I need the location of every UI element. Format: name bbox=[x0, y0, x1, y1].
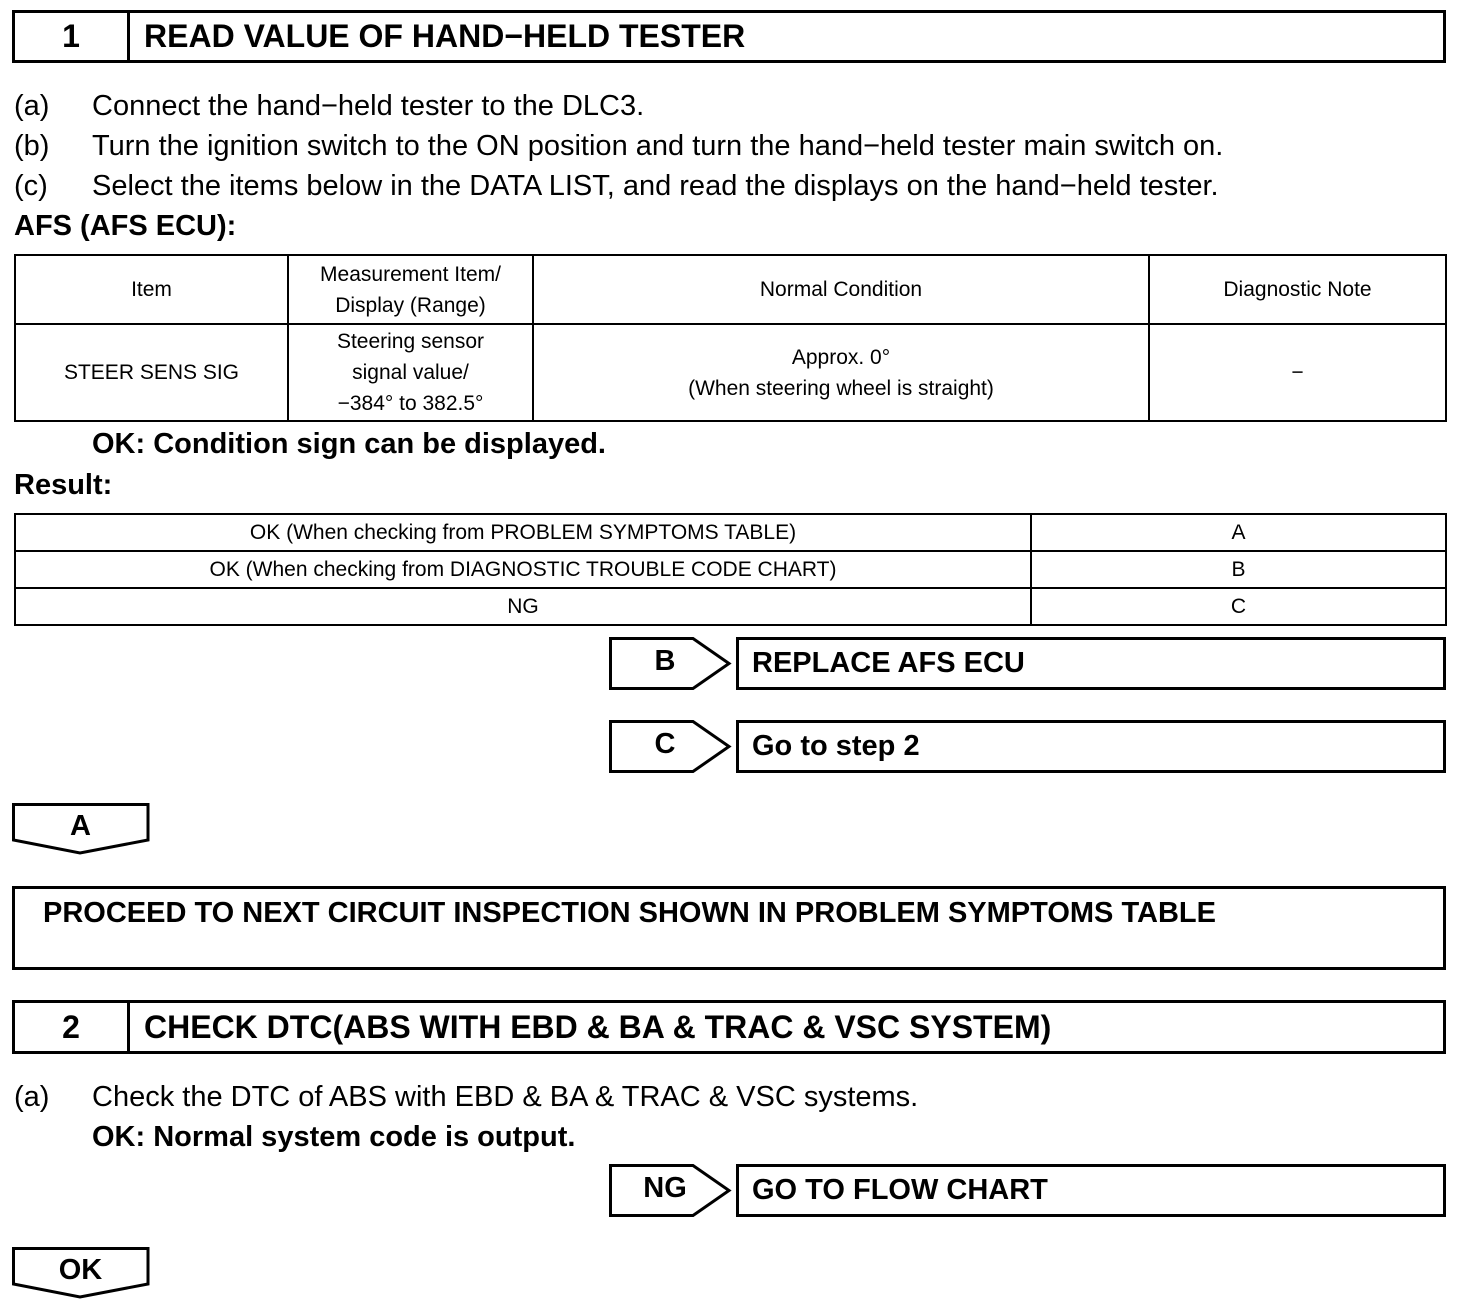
instruction-label: (a) bbox=[14, 1081, 50, 1113]
header-measurement bbox=[288, 255, 533, 324]
proceed-box bbox=[12, 886, 1446, 970]
result-condition: OK (When checking from PROBLEM SYMPTOMS TABLE) bbox=[15, 514, 1031, 551]
branch-b-action: REPLACE AFS ECU bbox=[736, 637, 1446, 690]
cell-measurement-line2: signal value/ bbox=[352, 361, 469, 384]
branch-c-label: C bbox=[654, 728, 676, 760]
step-title: READ VALUE OF HAND−HELD TESTER bbox=[144, 18, 746, 54]
instruction-c bbox=[0, 166, 1472, 206]
instruction-b bbox=[0, 126, 1472, 166]
instruction-a bbox=[0, 86, 1472, 126]
ok-normal-code: OK: Normal system code is output. bbox=[92, 1121, 576, 1153]
step2-instruction-a bbox=[0, 1077, 1472, 1117]
cell-normal-line1: Approx. 0° bbox=[791, 345, 891, 369]
step-number: 1 bbox=[15, 13, 130, 60]
instruction-label: (a) bbox=[14, 90, 50, 122]
header-normal-condition: Normal Condition bbox=[533, 255, 1149, 324]
result-heading: Result: bbox=[14, 469, 113, 501]
branch-c-action: Go to step 2 bbox=[736, 720, 1446, 773]
header-item: Item bbox=[15, 255, 288, 324]
instruction-label: (c) bbox=[14, 170, 48, 202]
data-list-table bbox=[14, 254, 1447, 422]
instruction-label: (b) bbox=[14, 130, 50, 162]
result-condition: OK (When checking from DIAGNOSTIC TROUBLE CODE CHART) bbox=[15, 551, 1031, 588]
instruction-text: Check the DTC of ABS with EBD & BA & TRAC & VSC systems. bbox=[92, 1081, 919, 1113]
table-row bbox=[15, 514, 1446, 551]
ok-condition: OK: Condition sign can be displayed. bbox=[92, 428, 606, 460]
header-measurement-line1: Measurement Item/ bbox=[320, 262, 501, 286]
cell-normal-condition bbox=[533, 324, 1149, 421]
cell-item: STEER SENS SIG bbox=[15, 324, 288, 421]
step-2-header bbox=[12, 1000, 1446, 1054]
branch-ok-label: OK bbox=[58, 1254, 103, 1286]
branch-a-label: A bbox=[70, 810, 91, 842]
cell-measurement-line1: Steering sensor bbox=[336, 330, 485, 353]
cell-measurement bbox=[288, 324, 533, 421]
result-condition: NG bbox=[15, 588, 1031, 625]
table-row bbox=[15, 551, 1446, 588]
step-number: 2 bbox=[15, 1003, 130, 1051]
instruction-text: Connect the hand−held tester to the DLC3. bbox=[92, 90, 645, 122]
result-code: C bbox=[1031, 588, 1446, 625]
afs-heading: AFS (AFS ECU): bbox=[14, 210, 237, 242]
instruction-text: Turn the ignition switch to the ON position and turn the hand−held tester main switch on. bbox=[92, 130, 1224, 162]
header-measurement-line2: Display (Range) bbox=[335, 293, 486, 317]
branch-ng-label: NG bbox=[643, 1172, 687, 1204]
instruction-text: Select the items below in the DATA LIST, and read the displays on the hand−held tester. bbox=[92, 170, 1219, 202]
result-code: A bbox=[1031, 514, 1446, 551]
cell-diagnostic-note: − bbox=[1149, 324, 1446, 421]
cell-normal-line2: (When steering wheel is straight) bbox=[688, 376, 994, 400]
table-row bbox=[15, 588, 1446, 625]
branch-b-label: B bbox=[654, 645, 676, 677]
result-code: B bbox=[1031, 551, 1446, 588]
header-diagnostic-note: Diagnostic Note bbox=[1149, 255, 1446, 324]
step-1-header bbox=[12, 10, 1446, 63]
step-title: CHECK DTC(ABS WITH EBD & BA & TRAC & VSC SYSTEM) bbox=[144, 1008, 1052, 1045]
proceed-text: PROCEED TO NEXT CIRCUIT INSPECTION SHOWN IN PROBLEM SYMPTOMS TABLE bbox=[43, 897, 1216, 929]
result-table bbox=[14, 513, 1447, 626]
cell-measurement-line3: −384° to 382.5° bbox=[337, 392, 484, 415]
branch-ng-action: GO TO FLOW CHART bbox=[736, 1164, 1446, 1217]
